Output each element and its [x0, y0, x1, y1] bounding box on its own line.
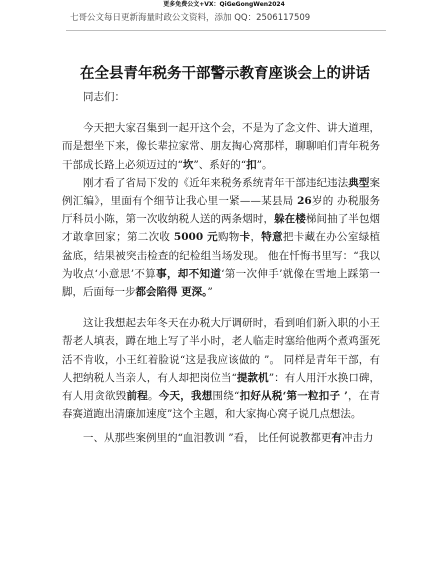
p3-text-5: ，在青春赛道跑出清廉加速度”这个主题，和大家掏心窝子说几点想法。	[62, 390, 381, 421]
paragraph-1	[62, 119, 380, 174]
p4-text-2: 冲击力	[341, 432, 374, 445]
p1-text-1: 今天把大家召集到一起开这个会，不是为了念文件、讲大道理，而是想坐下来，像长辈拉家常、朋友掏心窝那样，聊聊咱们青年税务干部成长路上必须迈过的“	[62, 122, 380, 171]
p2-bold-5: 卡	[239, 231, 251, 244]
p2-text-7: 把卡藏在办公室绿植盆底，结果被突击检查的纪检组当场发现。 他在忏悔书里写：“我以为收点‘小意思’不算	[62, 231, 381, 280]
p3-text-1: 这让我想起去年冬天在办税大厅调研时，看到咱们新入职的小王帮老人填表，蹲在地上写了半小时，老人临走时塞给他两个煮鸡蛋死活不肯收，小王红着脸说“这是我应该做的 ”。 同样是青年干部，有人把纳税人当亲人，有人却把岗位当“	[62, 317, 380, 384]
page-title: 在全县青年税务干部警示教育座谈会上的讲话	[80, 66, 370, 82]
p2-bold-4: 5000 元	[173, 231, 218, 244]
p2-text-6: ，	[250, 231, 262, 244]
p3-text-4: 围绕“	[212, 390, 240, 403]
p1-bold-2: 扣	[246, 158, 257, 171]
section-heading-1	[62, 429, 380, 447]
top-banner: 更多免费公文+VX：QiGeGongWen2024	[163, 1, 285, 8]
p3-bold-4: 扣好从税‘第一粒扣子 ’	[239, 390, 348, 403]
p4-bold-1: 有	[331, 432, 342, 445]
header-note: 七哥公文每日更新海量时政公文资料，添加 QQ：2506117509	[70, 13, 311, 23]
p1-text-2: ”、系好的“	[193, 158, 247, 171]
p1-bold-1: 坎	[182, 158, 194, 171]
salutation: 同志们：	[83, 91, 125, 103]
p3-text-3: 。	[147, 390, 159, 403]
p2-bold-6: 特意	[261, 231, 283, 244]
paragraph-3	[62, 314, 380, 423]
p2-text-1: 刚才看了省局下发的《近年来税务系统青年干部违纪违法	[83, 176, 349, 189]
p3-bold-3: 今天，我想	[158, 390, 213, 403]
p2-bold-8: 都会陷得 更深。	[135, 286, 208, 299]
paragraph-2	[62, 174, 380, 301]
p3-bold-2: 前程	[126, 390, 148, 403]
p2-bold-7: 事，却不知道	[156, 267, 222, 280]
p2-text-4: 梯间抽了半包烟才敢拿回家；第二次收	[62, 213, 381, 244]
speech-body	[62, 88, 380, 448]
p2-bold-2: 26	[297, 195, 312, 208]
p2-text-2: 案例汇编》，里面有个细节让我心里一紧——某县局	[62, 176, 381, 208]
p2-text-8: ‘第一次伸手’就像在雪地上踩第一脚，后面每一步	[62, 267, 380, 299]
p4-text-1: 一、从那些案例里的“血泪教训 ”看， 比任何说教都更	[83, 432, 332, 445]
p3-text-2: ”：有人用汗水换口碑，有人用贪欲毁	[62, 371, 381, 403]
p2-bold-3: 躲在楼	[274, 213, 306, 226]
p2-text-9: ”	[207, 286, 213, 299]
p1-text-3: ”。	[256, 158, 273, 171]
header-divider	[66, 30, 386, 31]
p2-text-3: 岁的 办税服务厅科员小陈，第一次收纳税人送的两条烟时，	[62, 195, 380, 226]
p3-bold-1: 提款机	[236, 371, 269, 384]
p2-text-5: 购物	[217, 231, 240, 244]
p2-bold-1: 典型	[348, 176, 370, 189]
